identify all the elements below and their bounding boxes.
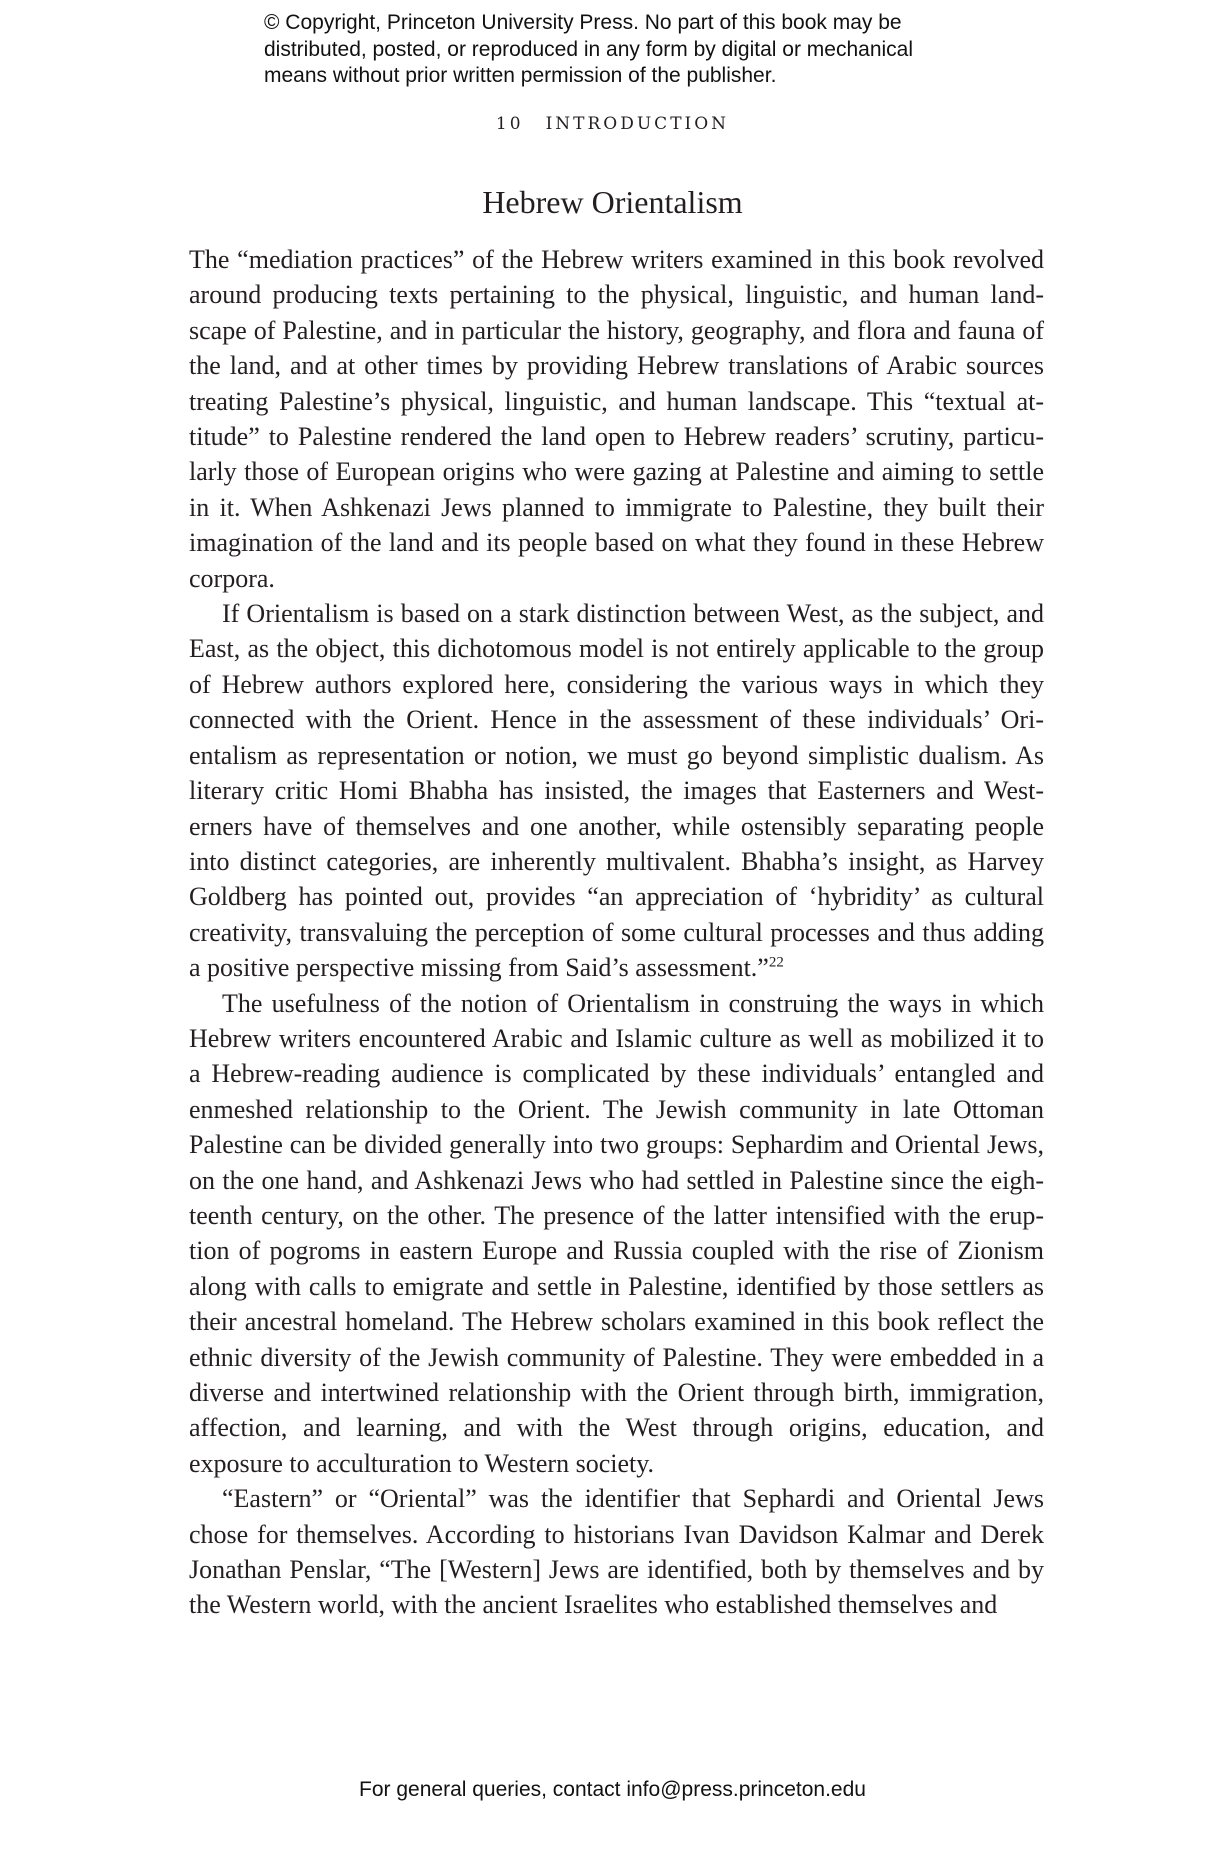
footnote-reference[interactable]: 22 — [768, 954, 784, 971]
paragraph-1: The “mediation practices” of the Hebrew writers examined in this book revolved around producing texts pertaining to the physical, linguistic, and human landscape of Palestine, and in particular the history, geography, and flora and fauna of the land, and at other times by providing Hebrew translations of Arabic sources treating Palestine’s physical, linguistic, and human landscape. This “textual attitude” to Palestine rendered the land open to Hebrew readers’ scrutiny, particularly those of European origins who were gazing at Palestine and aiming to settle in it. When Ashkenazi Jews planned to immigrate to Palestine, they built their imagination of the land and its people based on what they found in these Hebrew corpora. — [189, 245, 1044, 593]
paragraph-2-text: If Orientalism is based on a stark distinction between West, as the subject, and East, as the object, this dichotomous model is not entirely applicable to the group of Hebrew authors explored here, considering the various ways in which they connected with the Orient. Hence in the assessment of these individuals’ Orientalism as representation or notion, we must go beyond simplistic dualism. As literary critic Homi Bhabha has insisted, the images that Easterners and Westerners have of themselves and one another, while ostensibly separating people into distinct categories, are inherently multivalent. Bhabha’s insight, as Harvey Goldberg has pointed out, provides “an appreciation of ‘hybridity’ as cultural creativity, transvaluing the perception of some cultural processes and thus adding a positive perspective missing from Said’s assessment.” — [189, 599, 1044, 983]
copyright-notice: © Copyright, Princeton University Press. No part of this book may be distributed, posted, or reproduced in any form by digital or mechanical means without prior written permission of the publisher. — [264, 11, 914, 87]
body-text — [189, 242, 1044, 1623]
paragraph-4: “Eastern” or “Oriental” was the identifier that Sephardi and Oriental Jews chose for themselves. According to historians Ivan Davidson Kalmar and Derek Jonathan Penslar, “The [Western] Jews are identified, both by themselves and by the Western world, with the ancient Israelites who established themselves and — [189, 1484, 1044, 1620]
paragraph-3: The usefulness of the notion of Orientalism in construing the ways in which Hebrew writers encountered Arabic and Islamic culture as well as mobilized it to a Hebrew-reading audience is complicated by these individuals’ entangled and enmeshed relationship to the Orient. The Jewish community in late Ottoman Palestine can be divided generally into two groups: Sephardim and Oriental Jews, on the one hand, and Ashkenazi Jews who had settled in Palestine since the eighteenth century, on the other. The presence of the latter intensified with the eruption of pogroms in eastern Europe and Russia coupled with the rise of Zionism along with calls to emigrate and settle in Palestine, identified by those settlers as their ancestral homeland. The Hebrew scholars examined in this book reflect the ethnic diversity of the Jewish community of Palestine. They were embedded in a diverse and intertwined relationship with the Orient through birth, immigration, affection, and learning, and with the West through origins, education, and exposure to acculturation to Western society. — [189, 988, 1044, 1478]
running-head — [0, 114, 1225, 134]
paragraph-2 — [189, 596, 1044, 985]
footer-contact: For general queries, contact info@press.princeton.edu — [359, 1778, 866, 1801]
running-head-title: INTRODUCTION — [545, 114, 730, 134]
section-heading: Hebrew Orientalism — [482, 184, 743, 220]
page-number: 10 — [495, 114, 524, 134]
